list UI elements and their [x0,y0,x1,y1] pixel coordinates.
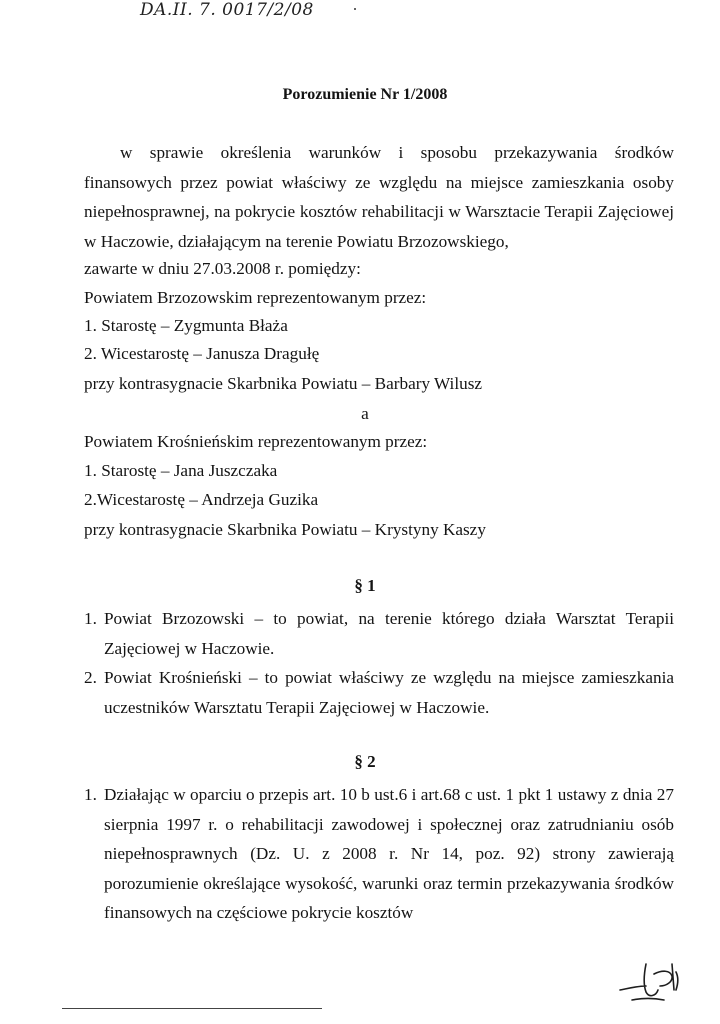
footer-divider [62,1008,322,1009]
party1-rep-2: 2. Wicestarostę – Janusza Dragułę [84,344,320,363]
party1-intro: Powiatem Brzozowskim reprezentowanym przez: [84,288,427,307]
item-text: Działając w oparciu o przepis art. 10 b ust.6 i art.68 c ust. 1 pkt 1 ustawy z dnia 27 sierpnia 1997 r. o rehabilitacji zawodowej i społecznej oraz zatrudnianiu osób niepełnosprawnych (Dz. U. z 2008 r. Nr 14, poz. 92) strony zawierają porozumienie określające wysokość, warunki oraz termin przekazywania środków finansowych na częściowe pokrycie kosztów [104,785,674,922]
contract-date-line: zawarte w dniu 27.03.2008 r. pomiędzy: [84,259,361,278]
section-1-item [84,663,674,722]
party2-countersign: przy kontrasygnacie Skarbnika Powiatu – Krystyny Kaszy [84,520,486,539]
stray-mark [354,8,356,10]
party2-intro: Powiatem Krośnieńskim reprezentowanym przez: [84,432,428,451]
item-number: 2. [84,668,97,687]
section-1-heading: § 1 [354,576,376,595]
item-number: 1. [84,609,97,628]
item-text: Powiat Krośnieński – to powiat właściwy ze względu na miejsce zamieszkania uczestników Warsztatu Terapii Zajęciowej w Haczowie. [104,668,674,717]
section-1-item [84,604,674,663]
handwritten-reference-number: DA.II. 7. 0017/2/08 [140,0,314,20]
handwritten-signature-icon [616,960,686,1006]
party2-rep-2: 2.Wicestarostę – Andrzeja Guzika [84,490,319,509]
conjunction-a: a [361,404,369,423]
item-text: Powiat Brzozowski – to powiat, na terenie którego działa Warsztat Terapii Zajęciowej w Haczowie. [104,609,674,658]
section-2-heading: § 2 [354,752,376,771]
intro-paragraph: w sprawie określenia warunków i sposobu przekazywania środków finansowych przez powiat właściwy ze względu na miejsce zamieszkania osoby niepełnosprawnej, na pokrycie kosztów rehabilitacji w Warsztacie Terapii Zajęciowej w Haczowie, działającym na terenie Powiatu Brzozowskiego, [84,143,674,251]
party1-rep-1: 1. Starostę – Zygmunta Błaża [84,316,288,335]
item-number: 1. [84,785,97,804]
party1-countersign: przy kontrasygnacie Skarbnika Powiatu – Barbary Wilusz [84,374,483,393]
document-title: Porozumienie Nr 1/2008 [282,86,448,103]
section-2-item [84,780,674,928]
party2-rep-1: 1. Starostę – Jana Juszczaka [84,461,278,480]
